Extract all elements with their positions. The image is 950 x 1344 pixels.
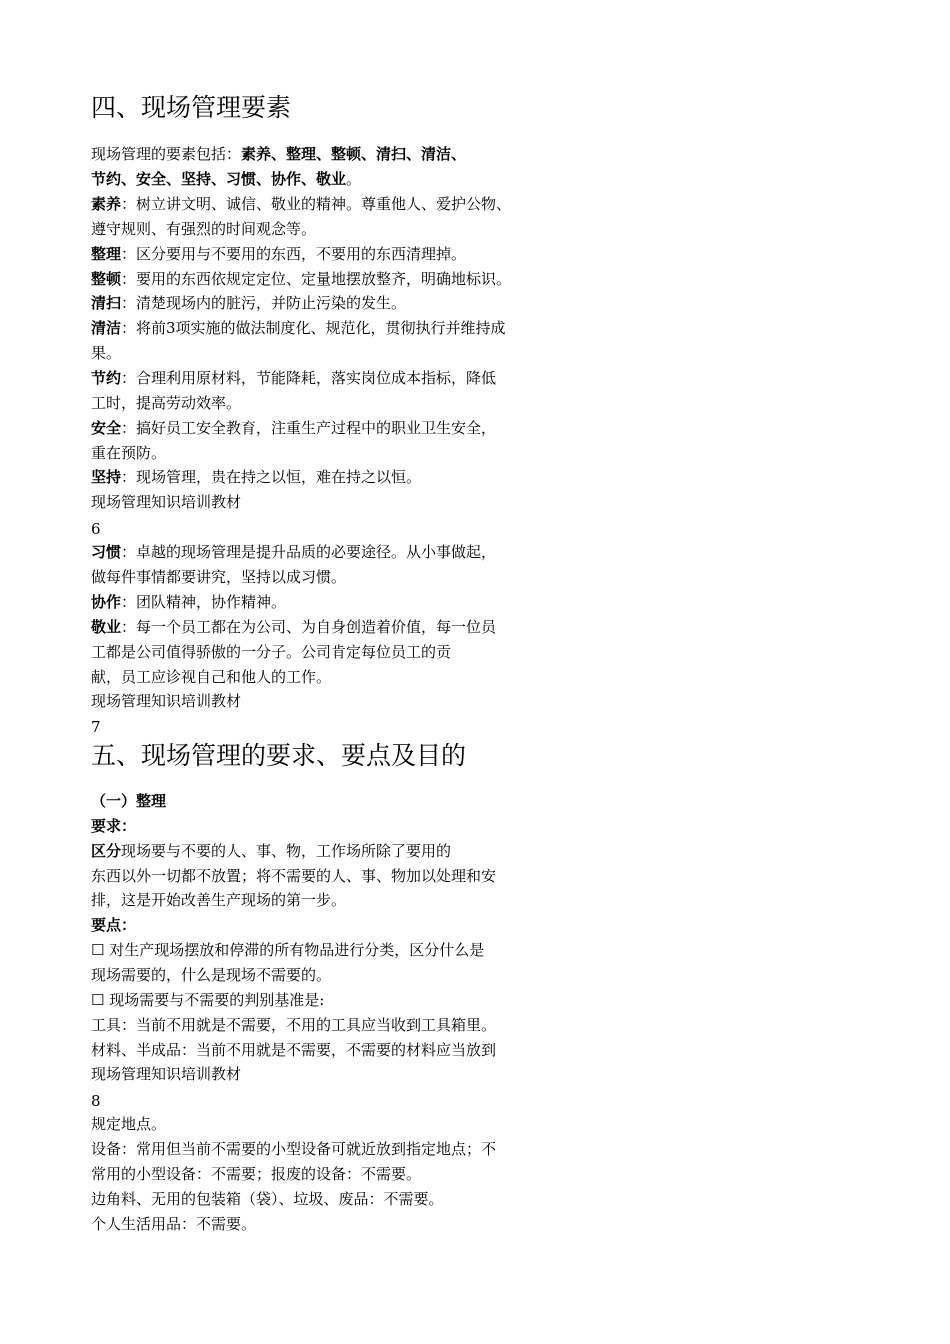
text-line xyxy=(91,467,421,487)
text-line xyxy=(91,318,506,338)
text-label: 要求： xyxy=(91,817,137,835)
bold-term: 习惯 xyxy=(91,543,122,561)
bold-term: 安全 xyxy=(91,419,122,437)
text-line xyxy=(91,841,451,861)
text-line: 果。 xyxy=(91,344,122,362)
text-line xyxy=(91,368,496,388)
text-fragment: ：清楚现场内的脏污，并防止污染的发生。 xyxy=(121,294,407,312)
running-footer: 现场管理知识培训教材 xyxy=(91,493,242,511)
page-number: 8 xyxy=(91,1092,101,1110)
text-line: 东西以外一切都不放置；将不需要的人、事、物加以处理和安 xyxy=(91,867,497,885)
text-line xyxy=(91,144,466,164)
text-line xyxy=(91,617,496,637)
text-fragment: ：卓越的现场管理是提升品质的必要途径。从小事做起， xyxy=(121,543,497,561)
text-line xyxy=(91,293,406,313)
bold-term: 素养 xyxy=(91,195,122,213)
text-line: 工具：当前不用就是不需要，不用的工具应当收到工具箱里。 xyxy=(91,1016,497,1034)
text-line: 材料、半成品：当前不用就是不需要，不需要的材料应当放到 xyxy=(91,1041,497,1059)
bold-term: 整理 xyxy=(91,245,122,263)
text-line: 常用的小型设备：不需要；报废的设备：不需要。 xyxy=(91,1165,422,1183)
section-title-4: 四、现场管理要素 xyxy=(91,93,292,122)
text-line xyxy=(91,269,511,289)
page-number: 6 xyxy=(91,520,101,538)
text-line xyxy=(91,990,324,1010)
checkbox-icon: ☐ xyxy=(91,941,105,959)
bold-term: 敬业 xyxy=(91,618,122,636)
bold-term: 节约、安全、坚持、习惯、协作、敬业 xyxy=(91,170,347,188)
text-fragment: 。 xyxy=(346,170,362,188)
bold-term: 清洁 xyxy=(91,319,122,337)
text-fragment: ：区分要用与不要用的东西，不要用的东西清理掉。 xyxy=(121,245,467,263)
text-label: 要点： xyxy=(91,916,137,934)
text-line xyxy=(91,940,484,960)
text-fragment: ：将前3项实施的做法制度化、规范化，贯彻执行并维持成 xyxy=(121,319,506,337)
text-line: 做每件事情都要讲究，坚持以成习惯。 xyxy=(91,568,347,586)
text-fragment: ：树立讲文明、诚信、敬业的精神。尊重他人、爱护公物、 xyxy=(121,195,512,213)
text-line: 排，这是开始改善生产现场的第一步。 xyxy=(91,891,347,909)
running-footer: 现场管理知识培训教材 xyxy=(91,692,242,710)
text-fragment: ：要用的东西依规定定位、定量地摆放整齐，明确地标识。 xyxy=(121,270,512,288)
text-line: 工都是公司值得骄傲的一分子。公司肯定每位员工的贡 xyxy=(91,643,452,661)
text-fragment: 对生产现场摆放和停滞的所有物品进行分类，区分什么是 xyxy=(104,941,485,959)
text-line: 个人生活用品：不需要。 xyxy=(91,1215,257,1233)
text-fragment: ：现场管理，贵在持之以恒，难在持之以恒。 xyxy=(121,468,422,486)
subsection-title: （一）整理 xyxy=(91,792,167,810)
text-fragment: 现场管理的要素包括： xyxy=(91,145,242,163)
text-line: 献，员工应诊视自己和他人的工作。 xyxy=(91,668,332,686)
bold-term: 区分 xyxy=(91,842,122,860)
text-line xyxy=(91,418,496,438)
text-line: 遵守规则、有强烈的时间观念等。 xyxy=(91,220,317,238)
bold-term: 素养、整理、整顿、清扫、清洁、 xyxy=(241,145,467,163)
text-line xyxy=(91,169,361,189)
text-line xyxy=(91,194,511,214)
bold-term: 清扫 xyxy=(91,294,122,312)
text-line: 边角料、无用的包装箱（袋）、垃圾、废品：不需要。 xyxy=(91,1190,444,1208)
bold-term: 坚持 xyxy=(91,468,122,486)
text-line xyxy=(91,592,286,612)
text-line: 重在预防。 xyxy=(91,444,167,462)
bold-term: 整顿 xyxy=(91,270,122,288)
bold-term: 节约 xyxy=(91,369,122,387)
text-fragment: ：团队精神，协作精神。 xyxy=(121,593,287,611)
text-fragment: ：搞好员工安全教育，注重生产过程中的职业卫生安全， xyxy=(121,419,497,437)
running-footer: 现场管理知识培训教材 xyxy=(91,1065,242,1083)
text-line: 设备：常用但当前不需要的小型设备可就近放到指定地点；不 xyxy=(91,1140,497,1158)
text-line: 工时，提高劳动效率。 xyxy=(91,394,242,412)
text-line xyxy=(91,542,496,562)
text-line: 现场需要的，什么是现场不需要的。 xyxy=(91,966,332,984)
text-line xyxy=(91,244,466,264)
section-title-5: 五、现场管理的要求、要点及目的 xyxy=(91,741,467,770)
text-fragment: 现场要与不要的人、事、物，工作场所除了要用的 xyxy=(121,842,452,860)
text-line: 规定地点。 xyxy=(91,1115,167,1133)
page-number: 7 xyxy=(91,718,101,736)
bold-term: 协作 xyxy=(91,593,122,611)
text-fragment: ：合理利用原材料，节能降耗，落实岗位成本指标，降低 xyxy=(121,369,497,387)
text-fragment: ：每一个员工都在为公司、为自身创造着价值，每一位员 xyxy=(121,618,497,636)
checkbox-icon: ☐ xyxy=(91,991,105,1009)
text-fragment: 现场需要与不需要的判别基准是: xyxy=(104,991,325,1009)
